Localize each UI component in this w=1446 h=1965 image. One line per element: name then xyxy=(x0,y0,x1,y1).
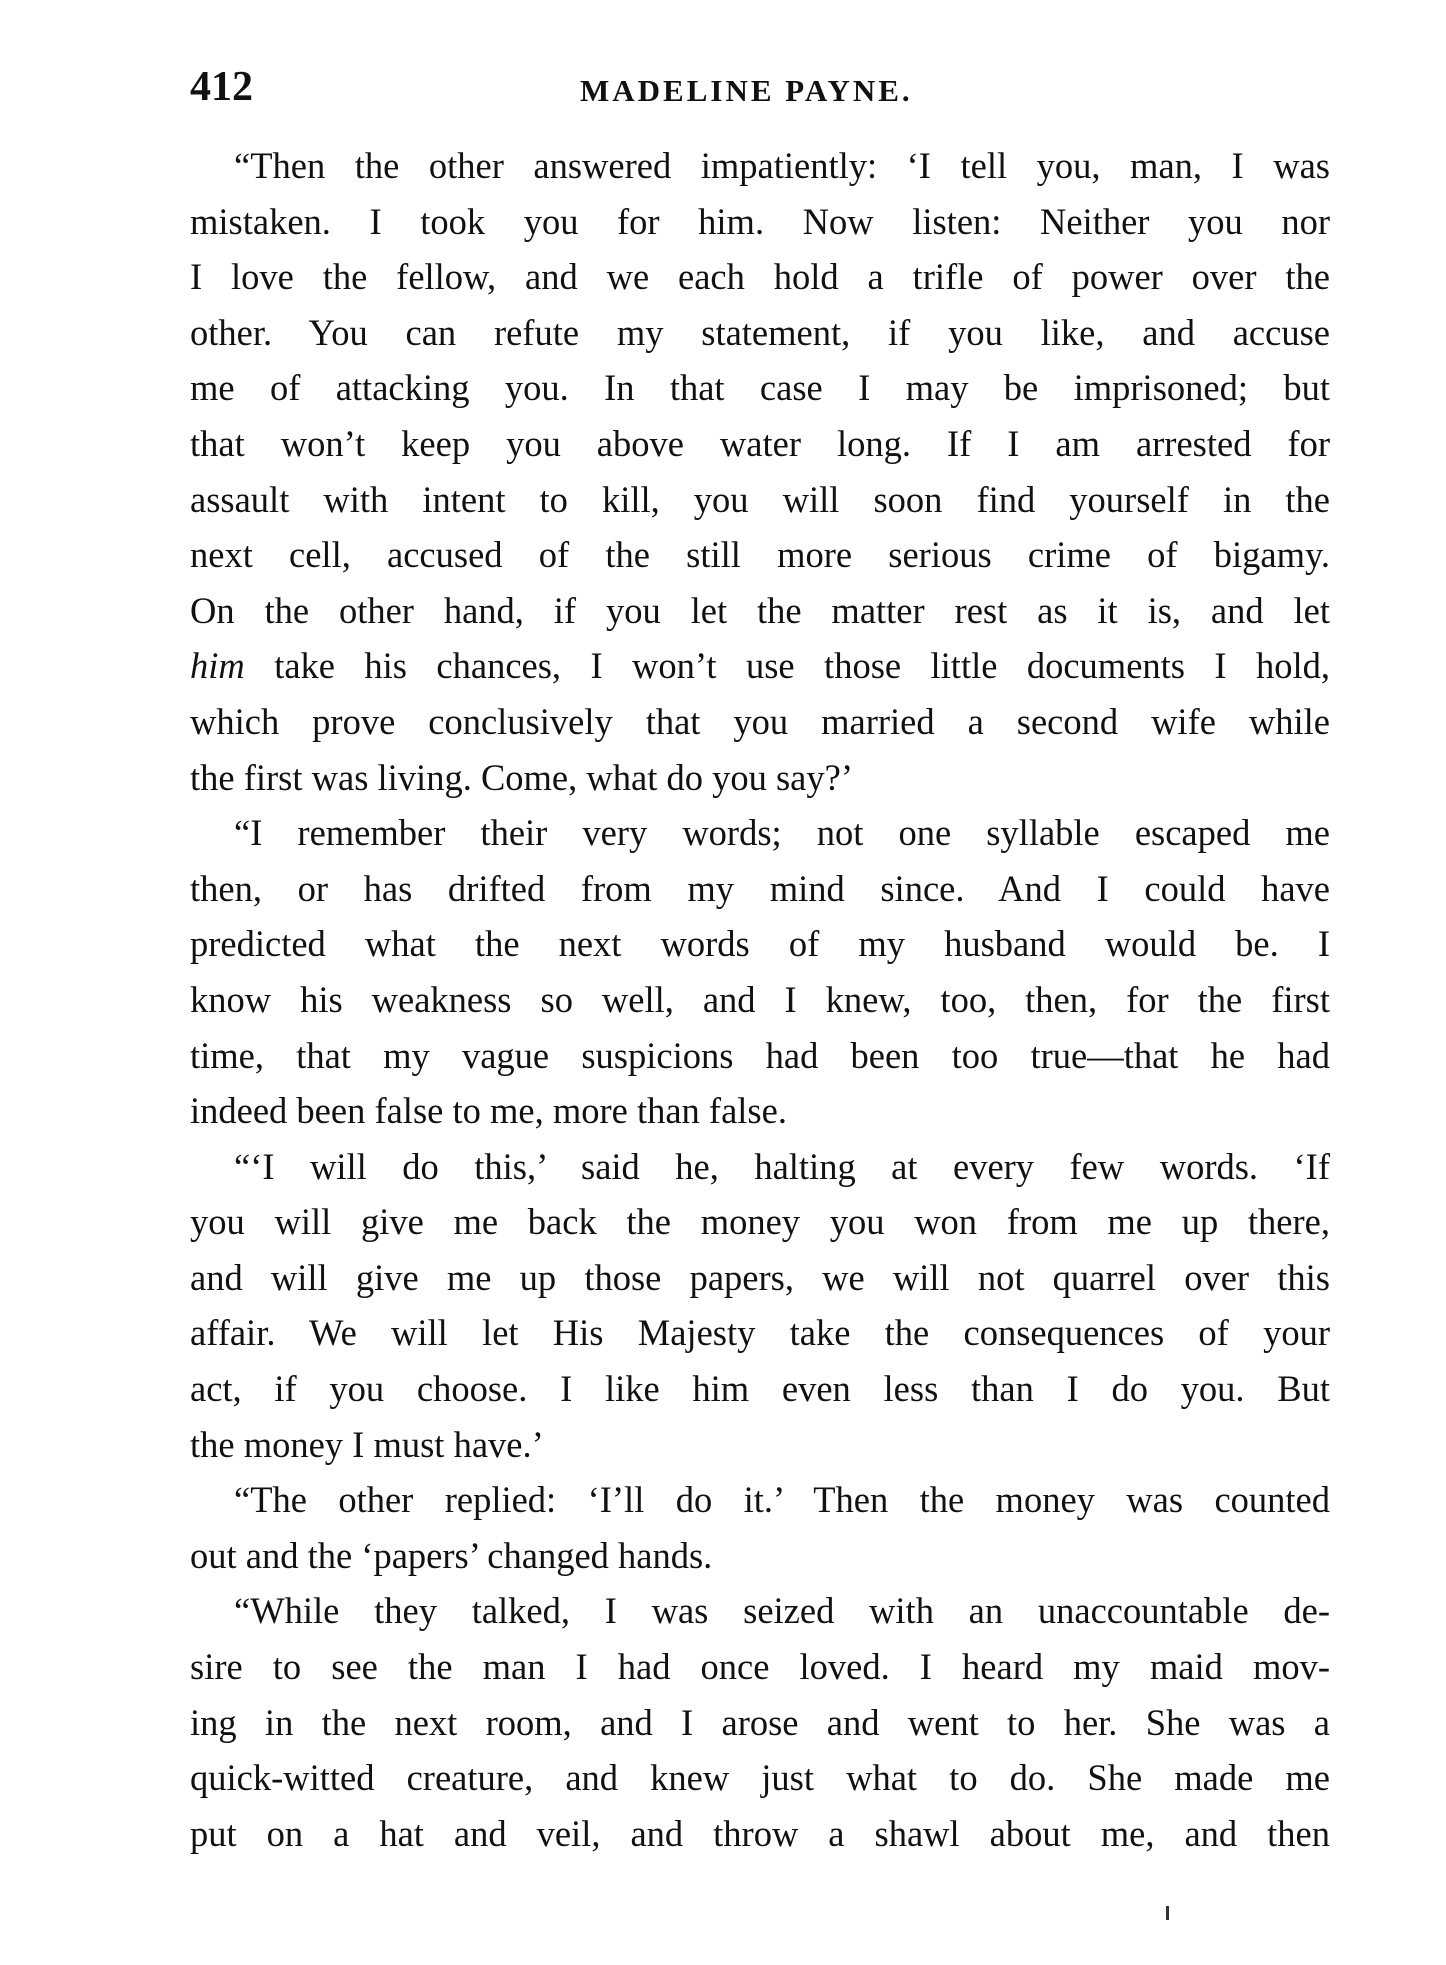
text-line: predicted what the next words of my husband would be. I xyxy=(190,923,1330,965)
text-line: out and the ‘papers’ changed hands. xyxy=(190,1534,713,1576)
text-line: me of attacking you. In that case I may be imprisoned; but xyxy=(190,367,1330,409)
text-line: ing in the next room, and I arose and went to her. She was a xyxy=(190,1701,1330,1743)
text-line: the money I must have.’ xyxy=(190,1423,544,1465)
text-line-rest: take his chances, I won’t use those little documents I hold, xyxy=(274,645,1331,687)
print-speck xyxy=(1166,1906,1169,1920)
text-line: “Then the other answered impatiently: ‘I tell you, man, I was xyxy=(234,145,1330,186)
running-head xyxy=(190,62,1330,112)
text-line: time, that my vague suspicions had been too true—that he had xyxy=(190,1034,1330,1076)
text-line: know his weakness so well, and I knew, too, then, for the first xyxy=(190,978,1330,1020)
text-line: next cell, accused of the still more serious crime of bigamy. xyxy=(190,534,1330,576)
text-line: I love the fellow, and we each hold a trifle of power over the xyxy=(190,256,1330,298)
text-line: affair. We will let His Majesty take the consequences of your xyxy=(190,1312,1330,1354)
text-line: indeed been false to me, more than false. xyxy=(190,1090,787,1132)
text-line: act, if you choose. I like him even less than I do you. But xyxy=(190,1368,1330,1410)
text-line: assault with intent to kill, you will soon find yourself in the xyxy=(190,478,1330,520)
text-line: “While they talked, I was seized with an unaccountable de- xyxy=(234,1590,1330,1632)
text-line: On the other hand, if you let the matter rest as it is, and let xyxy=(190,589,1330,631)
text-line: which prove conclusively that you married a second wife while xyxy=(190,700,1330,742)
page-number: 412 xyxy=(190,64,253,110)
text-line: mistaken. I took you for him. Now listen: Neither you nor xyxy=(190,200,1330,242)
text-line: the first was living. Come, what do you say?’ xyxy=(190,756,853,798)
italic-word: him xyxy=(190,645,245,687)
text-line: and will give me up those papers, we will not quarrel over this xyxy=(190,1256,1330,1298)
text-line: that won’t keep you above water long. If I am arrested for xyxy=(190,422,1330,464)
book-title: MADELINE PAYNE. xyxy=(580,73,913,108)
text-line: quick-witted creature, and knew just what to do. She made me xyxy=(190,1757,1330,1799)
text-line: you will give me back the money you won from me up there, xyxy=(190,1201,1330,1243)
text-line: “‘I will do this,’ said he, halting at every few words. ‘If xyxy=(234,1145,1330,1187)
text-line-with-italic xyxy=(190,638,1330,694)
body-text xyxy=(190,138,1330,1861)
text-line: put on a hat and veil, and throw a shawl about me, and then xyxy=(190,1812,1330,1854)
text-line: then, or has drifted from my mind since. And I could have xyxy=(190,867,1330,909)
text-line: “I remember their very words; not one syllable escaped me xyxy=(234,812,1330,854)
text-line: other. You can refute my statement, if you like, and accuse xyxy=(190,311,1330,353)
text-line: “The other replied: ‘I’ll do it.’ Then the money was counted xyxy=(234,1479,1330,1521)
text-line: sire to see the man I had once loved. I heard my maid mov- xyxy=(190,1646,1330,1688)
